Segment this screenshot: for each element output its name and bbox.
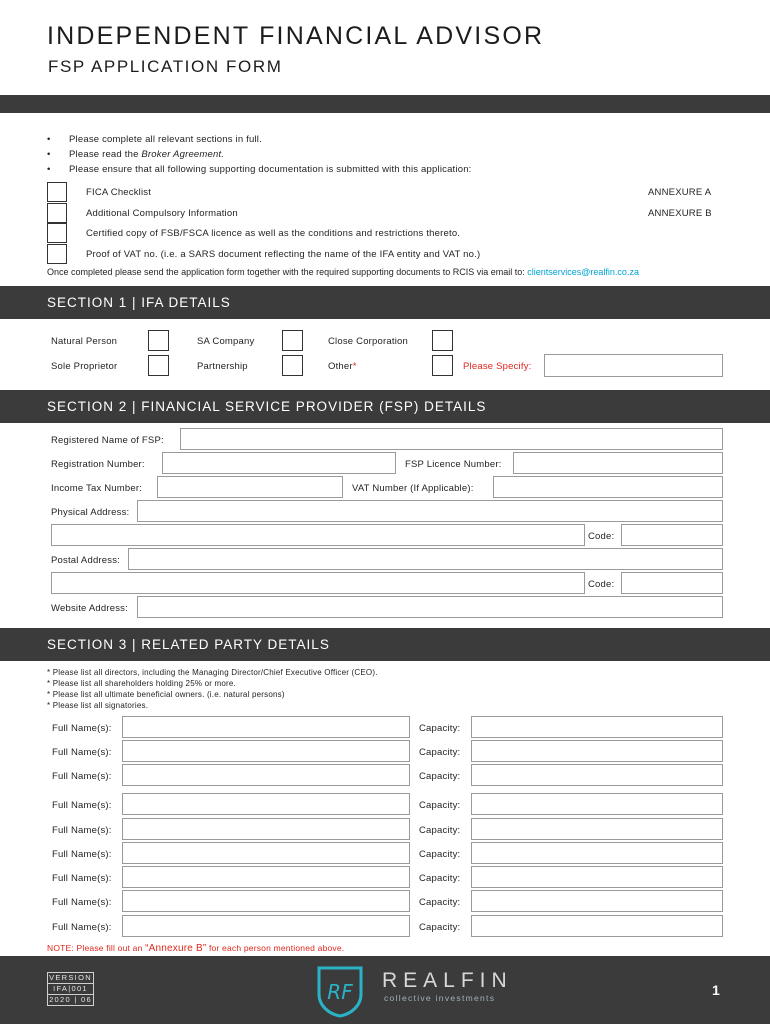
full-name-input[interactable] bbox=[122, 915, 410, 937]
full-name-label: Full Name(s): bbox=[52, 873, 112, 884]
doc-label-vat: Proof of VAT no. (i.e. a SARS document reflecting the name of the IFA entity and VAT no.) bbox=[86, 249, 481, 260]
other-label bbox=[328, 361, 357, 372]
brand-tagline: collective investments bbox=[384, 993, 496, 1003]
logo-letters: RF bbox=[327, 980, 353, 1004]
version-line: 2020 | 06 bbox=[49, 995, 92, 1004]
instruction-item: • Please complete all relevant sections in full. bbox=[47, 134, 472, 149]
full-name-label: Full Name(s): bbox=[52, 800, 112, 811]
capacity-input[interactable] bbox=[471, 818, 723, 840]
version-stamp bbox=[47, 972, 94, 1006]
physical-address-line2-input[interactable] bbox=[51, 524, 585, 546]
note-item: * Please list all ultimate beneficial owners. (i.e. natural persons) bbox=[47, 690, 285, 699]
capacity-label: Capacity: bbox=[419, 873, 461, 884]
other-checkbox[interactable] bbox=[432, 355, 453, 376]
postal-code-input[interactable] bbox=[621, 572, 723, 594]
capacity-label: Capacity: bbox=[419, 825, 461, 836]
annexure-a-label: ANNEXURE A bbox=[648, 187, 712, 198]
partnership-label: Partnership bbox=[197, 361, 248, 372]
capacity-label: Capacity: bbox=[419, 723, 461, 734]
other-text: Other bbox=[328, 361, 353, 372]
capacity-label: Capacity: bbox=[419, 897, 461, 908]
capacity-label: Capacity: bbox=[419, 747, 461, 758]
partnership-checkbox[interactable] bbox=[282, 355, 303, 376]
full-name-label: Full Name(s): bbox=[52, 825, 112, 836]
sole-proprietor-checkbox[interactable] bbox=[148, 355, 169, 376]
section2-header bbox=[0, 390, 770, 423]
capacity-label: Capacity: bbox=[419, 922, 461, 933]
capacity-label: Capacity: bbox=[419, 800, 461, 811]
registered-name-input[interactable] bbox=[180, 428, 723, 450]
annexure-b-label: ANNEXURE B bbox=[648, 208, 712, 219]
physical-code-input[interactable] bbox=[621, 524, 723, 546]
natural-person-label: Natural Person bbox=[51, 336, 118, 347]
postal-address-line2-input[interactable] bbox=[51, 572, 585, 594]
section3-title: SECTION 3 | RELATED PARTY DETAILS bbox=[47, 637, 330, 652]
capacity-input[interactable] bbox=[471, 740, 723, 762]
capacity-input[interactable] bbox=[471, 793, 723, 815]
registration-number-label: Registration Number: bbox=[51, 459, 145, 470]
doc-label-additional: Additional Compulsory Information bbox=[86, 208, 238, 219]
full-name-input[interactable] bbox=[122, 740, 410, 762]
form-subtitle: FSP APPLICATION FORM bbox=[48, 57, 283, 76]
header-divider-bar bbox=[0, 95, 770, 113]
doc-label-fica: FICA Checklist bbox=[86, 187, 152, 198]
instruction-text: Please read the bbox=[69, 149, 142, 160]
note-text: NOTE: Please fill out an bbox=[47, 943, 146, 953]
send-instructions bbox=[47, 267, 639, 277]
annexure-b-emphasis: “Annexure B” bbox=[145, 943, 207, 954]
capacity-input[interactable] bbox=[471, 716, 723, 738]
sole-proprietor-label: Sole Proprietor bbox=[51, 361, 118, 372]
income-tax-input[interactable] bbox=[157, 476, 343, 498]
fica-checklist-checkbox[interactable] bbox=[47, 182, 67, 202]
doc-label-licence: Certified copy of FSB/FSCA licence as well as the conditions and restrictions thereto. bbox=[86, 228, 461, 239]
full-name-label: Full Name(s): bbox=[52, 922, 112, 933]
fsb-licence-checkbox[interactable] bbox=[47, 223, 67, 243]
send-text: Once completed please send the application form together with the required supporting documents to RCIS via email to: bbox=[47, 267, 528, 277]
instruction-item bbox=[47, 149, 472, 164]
physical-code-label: Code: bbox=[588, 531, 615, 542]
instruction-item: • Please ensure that all following supporting documentation is submitted with this application: bbox=[47, 164, 472, 179]
full-name-input[interactable] bbox=[122, 842, 410, 864]
footer-bar bbox=[0, 956, 770, 1024]
physical-address-label: Physical Address: bbox=[51, 507, 130, 518]
note-text: for each person mentioned above. bbox=[206, 943, 345, 953]
website-input[interactable] bbox=[137, 596, 723, 618]
vat-number-input[interactable] bbox=[493, 476, 723, 498]
vat-proof-checkbox[interactable] bbox=[47, 244, 67, 264]
sa-company-checkbox[interactable] bbox=[282, 330, 303, 351]
registered-name-label: Registered Name of FSP: bbox=[51, 435, 164, 446]
section3-header bbox=[0, 628, 770, 661]
capacity-label: Capacity: bbox=[419, 771, 461, 782]
postal-address-line1-input[interactable] bbox=[128, 548, 723, 570]
full-name-label: Full Name(s): bbox=[52, 747, 112, 758]
other-specify-input[interactable] bbox=[544, 354, 723, 377]
page-number: 1 bbox=[712, 982, 720, 998]
capacity-input[interactable] bbox=[471, 915, 723, 937]
version-line: IFA|001 bbox=[48, 984, 93, 995]
version-line: VERSION bbox=[49, 973, 92, 982]
section3-notes bbox=[47, 667, 378, 711]
postal-code-label: Code: bbox=[588, 579, 615, 590]
postal-address-label: Postal Address: bbox=[51, 555, 121, 566]
broker-agreement-ref: Broker Agreement. bbox=[141, 149, 225, 160]
required-asterisk: * bbox=[352, 361, 357, 372]
vat-number-label: VAT Number (If Applicable): bbox=[352, 483, 474, 494]
section1-title: SECTION 1 | IFA DETAILS bbox=[47, 295, 231, 310]
annexure-b-note bbox=[47, 943, 344, 954]
full-name-input[interactable] bbox=[122, 890, 410, 912]
additional-info-checkbox[interactable] bbox=[47, 203, 67, 223]
section2-title: SECTION 2 | FINANCIAL SERVICE PROVIDER (FSP) DETAILS bbox=[47, 399, 487, 414]
capacity-label: Capacity: bbox=[419, 849, 461, 860]
full-name-label: Full Name(s): bbox=[52, 771, 112, 782]
full-name-label: Full Name(s): bbox=[52, 897, 112, 908]
instructions-list bbox=[47, 134, 472, 179]
fsp-licence-input[interactable] bbox=[513, 452, 723, 474]
natural-person-checkbox[interactable] bbox=[148, 330, 169, 351]
website-label: Website Address: bbox=[51, 603, 128, 614]
full-name-input[interactable] bbox=[122, 818, 410, 840]
income-tax-label: Income Tax Number: bbox=[51, 483, 143, 494]
close-corporation-checkbox[interactable] bbox=[432, 330, 453, 351]
form-title: INDEPENDENT FINANCIAL ADVISOR bbox=[47, 22, 545, 50]
brand-name: REALFIN bbox=[382, 969, 513, 992]
full-name-input[interactable] bbox=[122, 764, 410, 786]
full-name-input[interactable] bbox=[122, 716, 410, 738]
please-specify-label: Please Specify: bbox=[463, 361, 532, 372]
close-corporation-label: Close Corporation bbox=[328, 336, 408, 347]
note-item: * Please list all signatories. bbox=[47, 701, 149, 710]
full-name-input[interactable] bbox=[122, 793, 410, 815]
capacity-input[interactable] bbox=[471, 866, 723, 888]
capacity-input[interactable] bbox=[471, 764, 723, 786]
full-name-input[interactable] bbox=[122, 866, 410, 888]
physical-address-line1-input[interactable] bbox=[137, 500, 723, 522]
full-name-label: Full Name(s): bbox=[52, 723, 112, 734]
realfin-logo-icon bbox=[311, 962, 369, 1018]
registration-number-input[interactable] bbox=[162, 452, 396, 474]
note-item: * Please list all shareholders holding 25% or more. bbox=[47, 679, 236, 688]
sa-company-label: SA Company bbox=[197, 336, 255, 347]
capacity-input[interactable] bbox=[471, 890, 723, 912]
section1-header bbox=[0, 286, 770, 319]
capacity-input[interactable] bbox=[471, 842, 723, 864]
note-item: * Please list all directors, including the Managing Director/Chief Executive Officer (CEO). bbox=[47, 668, 378, 677]
full-name-label: Full Name(s): bbox=[52, 849, 112, 860]
email-link[interactable]: clientservices@realfin.co.za bbox=[527, 267, 639, 277]
fsp-licence-label: FSP Licence Number: bbox=[405, 459, 502, 470]
